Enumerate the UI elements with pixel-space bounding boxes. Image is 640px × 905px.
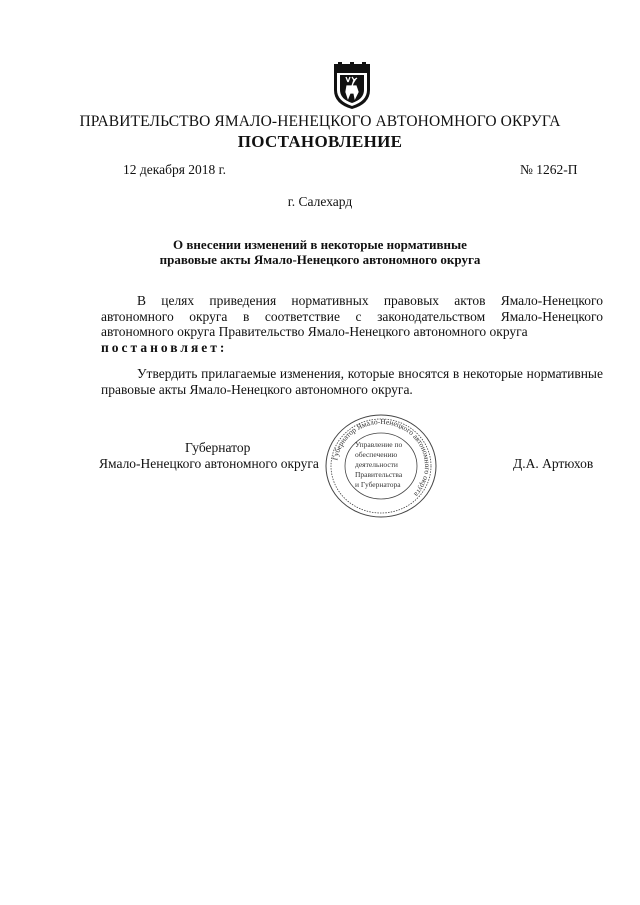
document-date: 12 декабря 2018 г. <box>123 162 227 177</box>
subject-line-1: О внесении изменений в некоторые нормативные <box>173 237 467 252</box>
resolves-keyword: постановляет: <box>101 339 228 355</box>
stamp-line-1: Управление по <box>355 440 403 449</box>
stamp-line-3: деятельности <box>355 460 398 469</box>
paragraph-1-text: В целях приведения нормативных правовых актов Ямало-Ненецкого автономного округа в соответствие с законодательством Ямало-Ненецкого автономного округа Правительство Ямало-Ненецкого автономного округа <box>101 293 603 339</box>
document-city: г. Салехард <box>287 194 353 209</box>
body-paragraph-1 <box>101 293 603 355</box>
document-type: ПОСТАНОВЛЕНИЕ <box>237 132 403 151</box>
stamp-line-5: и Губернатора <box>355 480 401 489</box>
body-paragraph-2: Утвердить прилагаемые изменения, которые вносятся в некоторые нормативные правовые акты Ямало-Ненецкого автономного округа. <box>101 366 603 397</box>
signatory-organization: Ямало-Ненецкого автономного округа <box>99 456 319 471</box>
signatory-name: Д.А. Артюхов <box>513 456 594 471</box>
stamp-ring-text: Губернатор Ямало-Ненецкого автономного округа <box>330 416 433 499</box>
government-title: ПРАВИТЕЛЬСТВО ЯМАЛО-НЕНЕЦКОГО АВТОНОМНОГО ОКРУГА <box>79 113 561 130</box>
document-number: № 1262-П <box>520 162 578 177</box>
stamp-line-4: Правительства <box>355 470 403 479</box>
document-subject <box>0 237 640 267</box>
yanao-coat-of-arms-icon <box>330 62 374 110</box>
signatory-title: Губернатор <box>185 440 251 455</box>
stamp-line-2: обеспечению <box>355 450 398 459</box>
subject-line-2: правовые акты Ямало-Ненецкого автономного округа <box>159 252 481 267</box>
official-stamp <box>324 413 438 519</box>
